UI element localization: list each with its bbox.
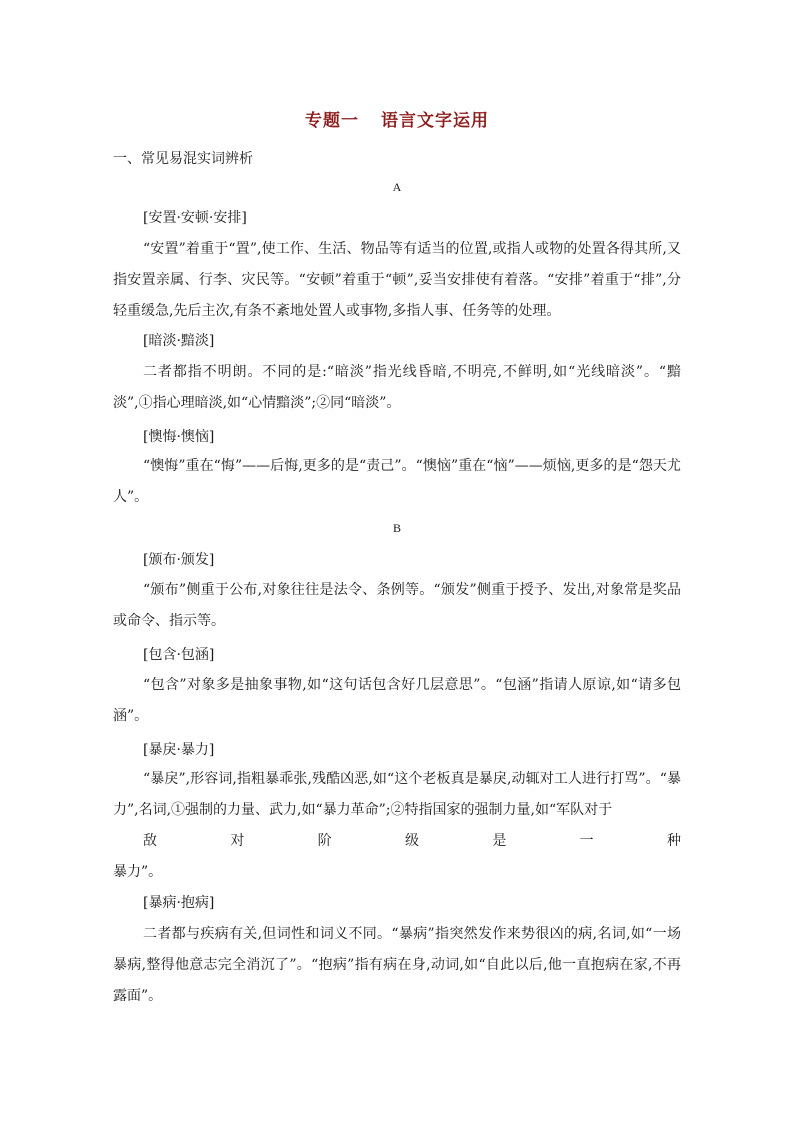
spread-char: 敌 <box>143 833 157 849</box>
entry-term: [暴戾·暴力] <box>143 742 215 758</box>
title-part-2: 语言文字运用 <box>381 111 489 131</box>
spread-char: 是 <box>492 833 507 849</box>
spread-char: 级 <box>404 833 419 849</box>
entry-paragraph <box>113 451 681 513</box>
entry-paragraph <box>113 575 681 637</box>
spread-char: 阶 <box>317 833 332 849</box>
entry-text: “暴戾”,形容词,指粗暴乖张,残酷凶恶,如“这个老板真是暴戾,动辄对工人进行打骂”。“暴力”,名词,①强制的力量、武力,如“暴力革命”;②特指国家的强制力量,如“军队对于 <box>113 771 681 818</box>
group-label-a: A <box>392 180 402 194</box>
entry-term: [懊悔·懊恼] <box>143 429 215 445</box>
group-label-b: B <box>392 521 401 535</box>
spread-char: 种 <box>666 833 681 849</box>
entry-paragraph <box>113 234 681 327</box>
entry-term: [安置·安顿·安排] <box>143 210 247 226</box>
entry-text: 二者都与疾病有关,但词性和词义不同。“暴病”指突然发作来势很凶的病,名词,如“一场暴病,整得他意志完全消沉了”。“抱病”指有病在身,动词,如“自此以后,他一直抱病在家,不再露面”。 <box>113 926 681 1004</box>
page-title <box>0 106 794 131</box>
entry-paragraph <box>113 357 681 419</box>
spread-char: 对 <box>230 833 245 849</box>
entry-paragraph <box>113 919 681 1012</box>
entry-text: “颁布”侧重于公布,对象往往是法令、条例等。“颁发”侧重于授予、发出,对象常是奖品或命令、指示等。 <box>113 582 681 629</box>
section-heading: 一、常见易混实词辨析 <box>113 151 253 167</box>
entry-text: “懊悔”重在“悔”——后悔,更多的是“责己”。“懊恼”重在“恼”——烦恼,更多的是“怨天尤人”。 <box>113 458 681 505</box>
entry-text: “安置”着重于“置”,使工作、生活、物品等有适当的位置,或指人或物的处置各得其所,又指安置亲属、行李、灾民等。“安顿”着重于“顿”,妥当安排使有着落。“安排”着重于“排”,分轻重缓急,先后主次,有条不紊地处置人或事物,多指人事、任务等的处理。 <box>113 241 681 319</box>
entry-term: [暴病·抱病] <box>143 895 215 911</box>
entry-text-tail: 暴力”。 <box>113 864 163 880</box>
entry-paragraph <box>113 764 681 888</box>
entry-text: 二者都指不明朗。不同的是:“暗淡”指光线昏暗,不明亮,不鲜明,如“光线暗淡”。“黯淡”,①指心理暗淡,如“心情黯淡”;②同“暗淡”。 <box>113 364 681 411</box>
entry-text: “包含”对象多是抽象事物,如“这句话包含好几层意思”。“包涵”指请人原谅,如“请多包涵”。 <box>113 677 681 724</box>
entry-paragraph <box>113 670 681 732</box>
spread-char: 一 <box>579 833 594 849</box>
entry-term: [包含·包涵] <box>143 647 215 663</box>
spread-line <box>113 826 681 857</box>
title-part-1: 专题一 <box>305 111 359 131</box>
entry-term: [颁布·颁发] <box>143 552 215 568</box>
entry-term: [暗淡·黯淡] <box>143 333 215 349</box>
